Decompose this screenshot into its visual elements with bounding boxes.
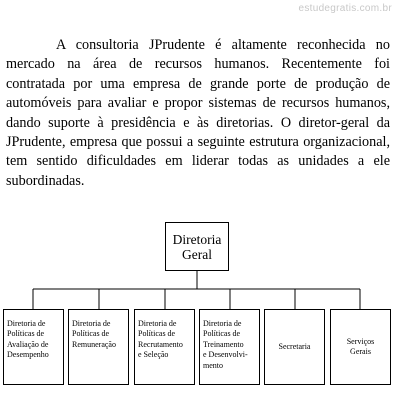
watermark: estudegratis.com.br [298,3,392,14]
org-box-top-line-1: Diretoria [172,231,222,247]
question-paragraph: A consultoria JPrudente é altamente reconhecida no mercado na área de recursos humanos. Recentemente foi contratada por uma empresa de grande porte de produção de automóveis para avaliar e propor sistemas de recursos humanos, dando suporte à presidência e às diretorias. O diretor-geral da JPrudente, empresa que possui a seguinte estrutura organizacional, tem sentido dificuldades em liderar todas as unidades a ele subordinadas. [6,37,390,189]
org-box-text-line: e Desenvolvi- [203,350,248,360]
org-box-text-line: Políticas de [138,329,176,339]
org-box-text-line: Políticas de [203,329,241,339]
org-box-text-line: mento [203,360,223,370]
org-box-text-line: Treinamento [203,339,244,349]
org-box-avaliacao-desempenho [3,309,64,385]
org-box-remuneracao [68,309,129,385]
org-box-text-line: Diretoria de [138,319,177,328]
org-box-servicos-gerais [330,309,391,385]
org-box-text-line: Remuneração [72,339,116,349]
org-box-text-line: Diretoria de [7,319,46,328]
org-box-text-line: Avaliação de [7,339,49,349]
org-box-text-line: Diretoria de [203,319,242,328]
org-box-text-line: Diretoria de [72,319,111,328]
org-box-secretaria [264,309,325,385]
org-box-text-line: Políticas de [72,329,110,339]
org-box-text-line: Secretaria [278,341,311,351]
org-box-text-line: Políticas de [7,329,45,339]
org-box-top-line-2: Geral [182,246,212,262]
org-box-text-line: Serviços [346,336,375,346]
org-box-text-line: e Seleção [138,350,169,360]
org-box-recrutamento-selecao [134,309,195,385]
org-box-text-line: Desempenho [7,350,49,360]
org-box-text-line: Recrutamento [138,339,183,349]
org-box-diretoria-geral [165,222,229,271]
org-box-text-line: Gerais [350,347,371,356]
org-box-treinamento-desenvolvimento [199,309,260,385]
